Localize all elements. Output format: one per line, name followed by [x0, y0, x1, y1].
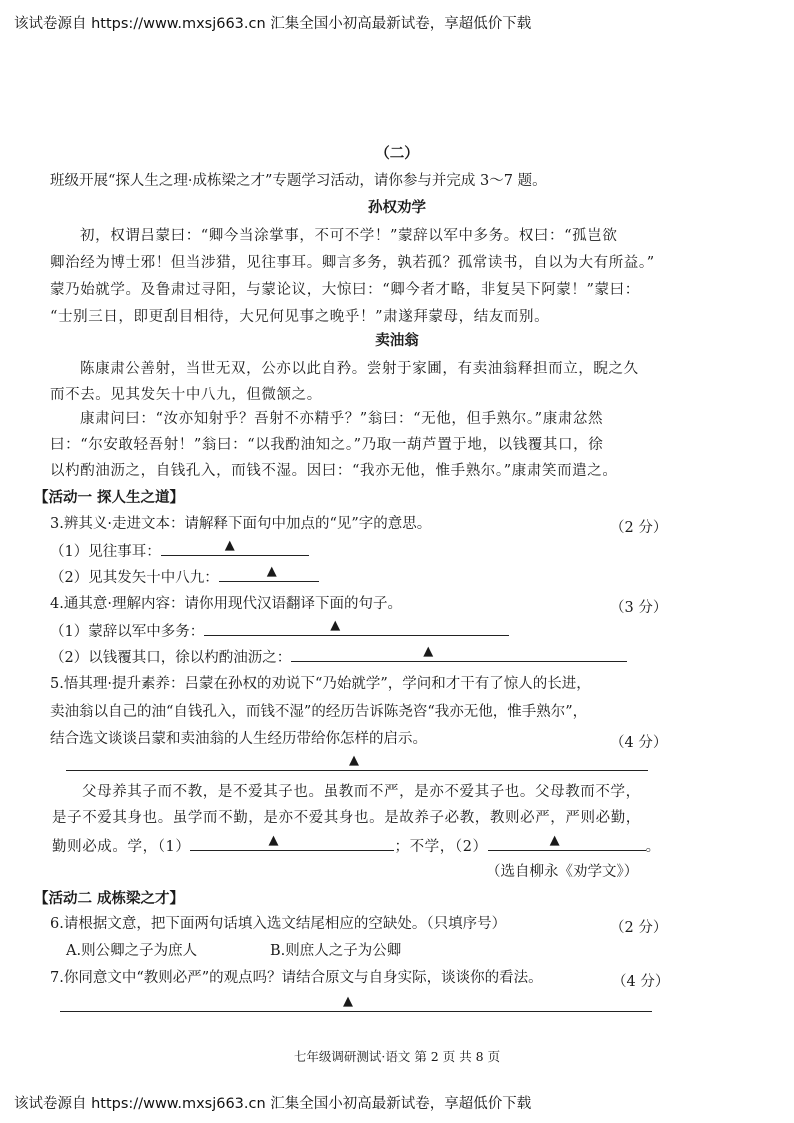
text2-line: 康肃问曰：“汝亦知射乎？吾射不亦精乎？”翁曰：“无他，但手熟尔。”康肃忿然	[80, 411, 604, 427]
text2-title: 卖油翁	[375, 332, 419, 349]
text1-line: 蒙乃始就学。及鲁肃过寻阳，与蒙论议，大惊曰：“卿今者才略，非复吴下阿蒙！”蒙曰：	[50, 282, 640, 298]
activity1-heading: 【活动一 探人生之道】	[34, 489, 185, 506]
text1-line: 卿治经为博士邪！但当涉猎，见往事耳。卿言多务，孰若孤？孤常读书，自以为大有所益。”	[50, 255, 655, 271]
q6-score: （2 分）	[610, 920, 668, 936]
q5-score: （4 分）	[610, 735, 668, 751]
page-footer: 七年级调研测试·语文 第 2 页 共 8 页	[293, 1049, 501, 1064]
text3-line: 父母养其子而不教，是不爱其子也。虽教而不严，是亦不爱其子也。父母教而不学，	[82, 784, 641, 800]
q3-item1-label: （1）见往事耳：	[50, 544, 161, 560]
q4-text: 4.通其意·理解内容：请你用现代汉语翻译下面的句子。	[50, 596, 402, 612]
answer-blank[interactable]	[204, 618, 509, 636]
q4-item1-label: （1）蒙辞以军中多务：	[50, 624, 205, 640]
blank-triangle-icon: ▲	[343, 994, 353, 1009]
answer-blank[interactable]	[190, 833, 394, 851]
q3-item2-label: （2）见其发矢十中八九：	[50, 570, 219, 586]
text2-line: 曰：“尔安敢轻吾射！”翁曰：“以我酌油知之。”乃取一葫芦置于地，以钱覆其口，徐	[50, 437, 604, 453]
q6-text: 6.请根据文意，把下面两句话填入选文结尾相应的空缺处。（只填序号）	[50, 916, 507, 932]
q3-item2	[50, 564, 319, 588]
q5-line: 卖油翁以自己的油“自钱孔入，而钱不湿”的经历告诉陈尧咨“我亦无他，惟手熟尔”，	[50, 704, 588, 720]
answer-blank[interactable]	[488, 833, 646, 851]
text3-last-end: 。	[645, 839, 661, 855]
q6-option-b: B.则庶人之子为公卿	[270, 943, 402, 959]
answer-blank[interactable]	[291, 644, 627, 662]
blank-triangle-icon: ▲	[330, 618, 341, 633]
text3-last-mid: ；不学，（2）	[394, 839, 488, 855]
text2-line: 陈康肃公善射，当世无双，公亦以此自矜。尝射于家圃，有卖油翁释担而立，睨之久	[80, 361, 639, 377]
q3-text: 3.辨其义·走进文本：请解释下面句中加点的“见”字的意思。	[50, 516, 432, 532]
answer-blank[interactable]	[161, 538, 309, 556]
text2-line: 而不去。见其发矢十中八九，但微颔之。	[50, 387, 322, 403]
text2-line: 以杓酌油沥之，自钱孔入，而钱不湿。因曰：“我亦无他，惟手熟尔。”康肃笑而遣之。	[50, 463, 618, 479]
q4-score: （3 分）	[610, 600, 668, 616]
text1-line: 初，权谓吕蒙曰：“卿今当涂掌事，不可不学！”蒙辞以军中多务。权曰：“孤岂欲	[80, 228, 618, 244]
q7-score: （4 分）	[612, 974, 670, 990]
activity2-heading: 【活动二 成栋梁之才】	[34, 890, 185, 907]
q5-line: 结合选文谈谈吕蒙和卖油翁的人生经历带给你怎样的启示。	[50, 731, 427, 747]
blank-triangle-icon: ▲	[224, 538, 235, 553]
answer-blank[interactable]	[219, 564, 319, 582]
text3-last-prefix: 勤则必成。学，（1）	[52, 839, 191, 855]
blank-triangle-icon: ▲	[268, 833, 280, 848]
text3-last-line	[52, 833, 661, 857]
watermark-top: 该试卷源自 https://www.mxsj663.cn 汇集全国小初高最新试卷，享超低价下载	[14, 16, 532, 32]
q4-item2	[50, 644, 627, 668]
q4-item2-label: （2）以钱覆其口，徐以杓酌油沥之：	[50, 650, 292, 666]
intro-text: 班级开展“探人生之理·成栋梁之才”专题学习活动，请你参与并完成 3～7 题。	[50, 173, 547, 189]
text1-line: “士别三日，即更刮目相待，大兄何见事之晚乎！”肃遂拜蒙母，结友而别。	[50, 309, 550, 325]
watermark-bottom: 该试卷源自 https://www.mxsj663.cn 汇集全国小初高最新试卷，享超低价下载	[14, 1096, 532, 1112]
answer-line[interactable]	[60, 1011, 652, 1012]
q7-text: 7.你同意文中“教则必严”的观点吗？请结合原文与自身实际，谈谈你的看法。	[50, 970, 543, 986]
section-title: （二）	[375, 145, 419, 162]
text3-source: （选自柳永《劝学文》）	[486, 864, 639, 880]
blank-triangle-icon: ▲	[423, 644, 434, 659]
q3-score: （2 分）	[610, 520, 668, 536]
q5-line: 5.悟其理·提升素养：吕蒙在孙权的劝说下“乃始就学”，学问和才干有了惊人的长进，	[50, 676, 591, 692]
q4-item1	[50, 618, 509, 642]
text3-line: 是子不爱其身也。虽学而不勤，是亦不爱其身也。是故养子必教，教则必严，严则必勤，	[52, 810, 641, 826]
blank-triangle-icon: ▲	[549, 833, 561, 848]
answer-line[interactable]	[66, 770, 648, 771]
blank-triangle-icon: ▲	[349, 753, 359, 768]
q6-option-a: A.则公卿之子为庶人	[66, 943, 198, 959]
text1-title: 孙权劝学	[368, 199, 426, 216]
blank-triangle-icon: ▲	[266, 564, 277, 579]
q3-item1	[50, 538, 309, 562]
